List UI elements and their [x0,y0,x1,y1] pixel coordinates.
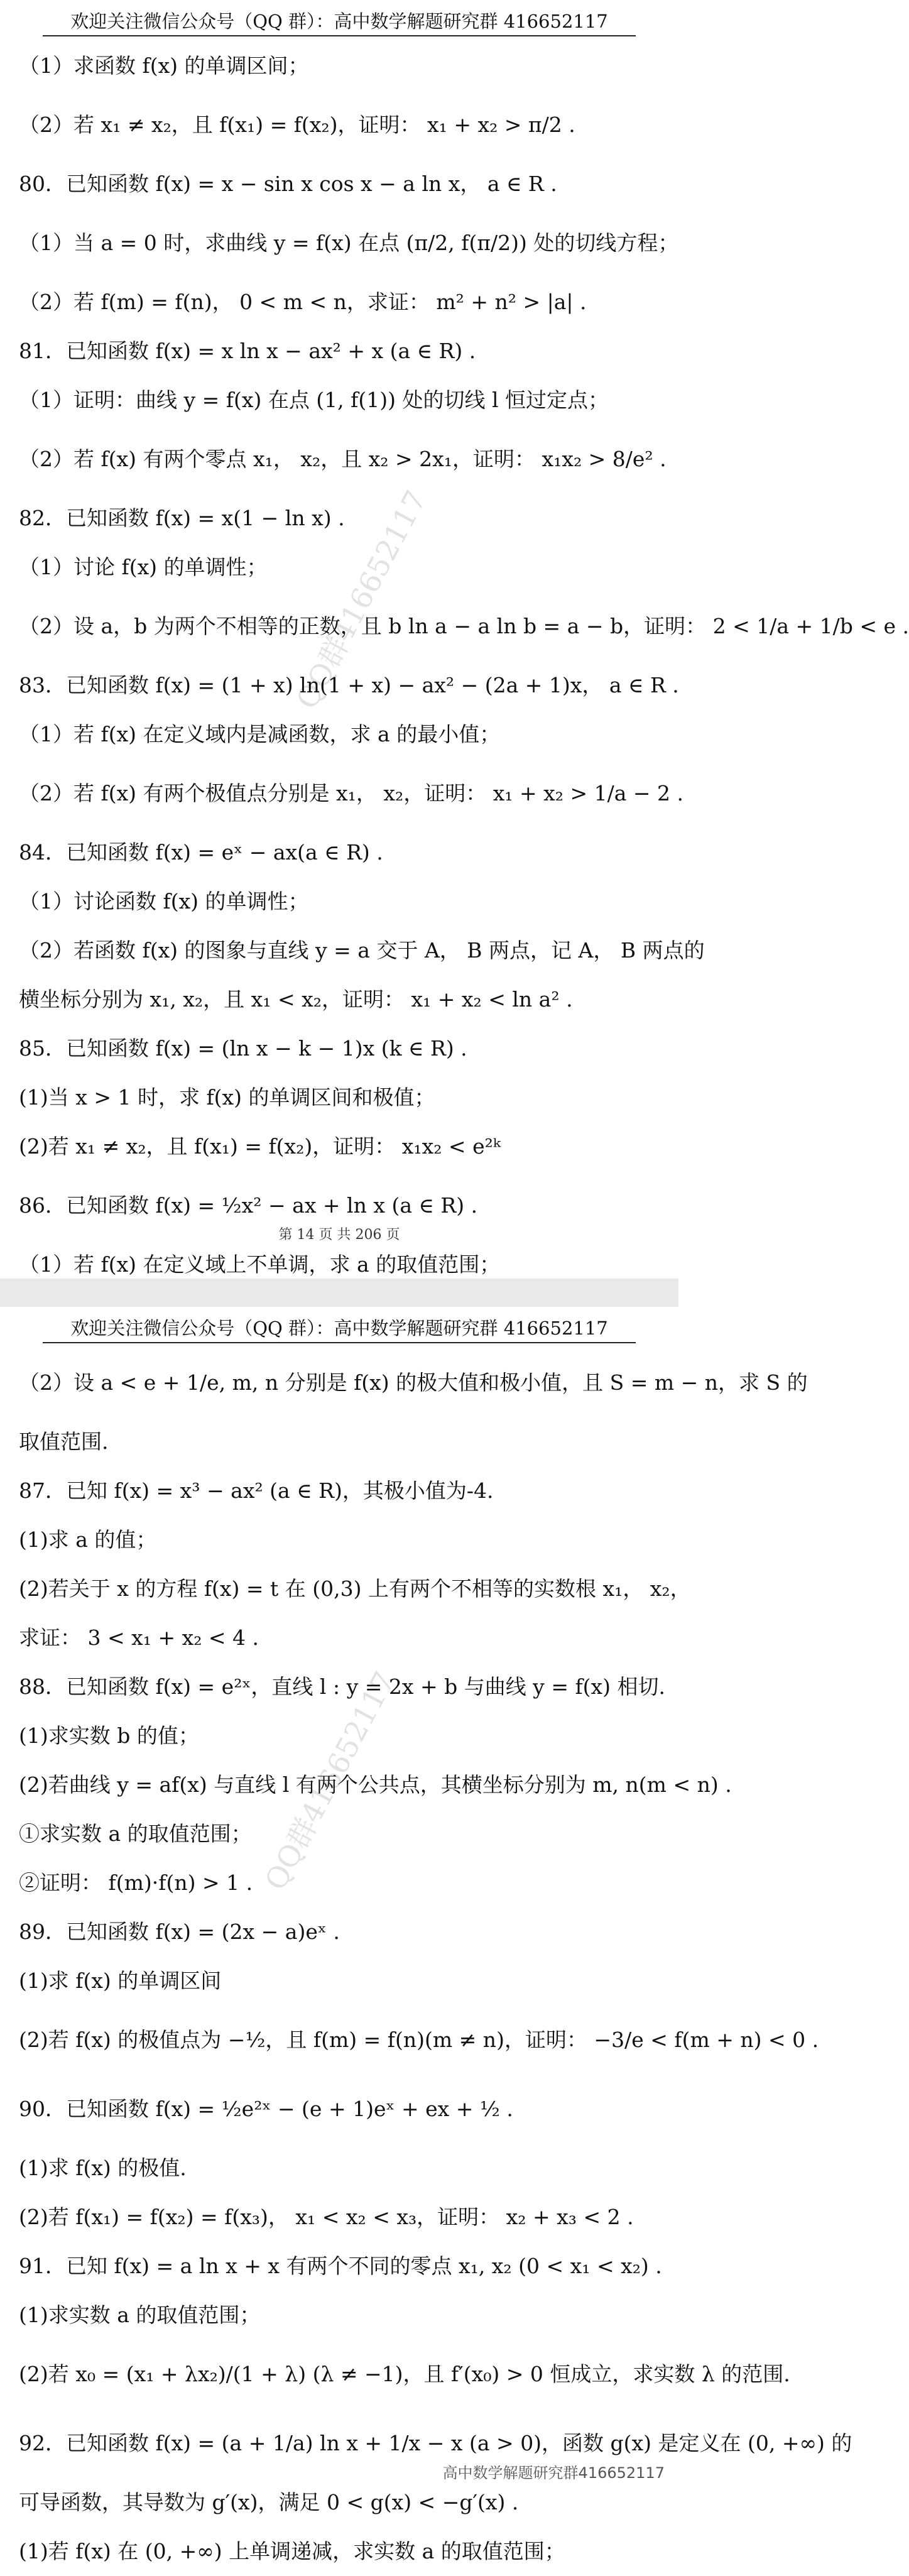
text-line: (1)求实数 a 的取值范围； [19,2303,261,2327]
problem-text [19,1348,852,2576]
text-line: (1)当 x > 1 时，求 f(x) 的单调区间和极值； [19,1085,435,1110]
text-line: (1)若 f(x) 在 (0, +∞) 上单调递减，求实数 a 的取值范围； [19,2539,565,2563]
text-line: ①求实数 a 的取值范围； [19,1821,252,1846]
text-line: 91．已知 f(x) = a ln x + x 有两个不同的零点 x₁, x₂ (0 < x₁ < x₂) . [19,2254,662,2278]
text-line: (1)求 a 的值； [19,1527,157,1552]
page-separator [0,1279,678,1307]
text-line: （2）设 a，b 为两个不相等的正数，且 b ln a − a ln b = a − b，证明： 2 < 1/a + 1/b < e . [19,614,909,638]
text-line: 82．已知函数 f(x) = x(1 − ln x) . [19,506,345,530]
text-line: 86．已知函数 f(x) = ½x² − ax + ln x (a ∈ R) . [19,1193,478,1218]
text-line: （1）求函数 f(x) 的单调区间； [19,53,309,78]
text-line: 87．已知 f(x) = x³ − ax² (a ∈ R)，其极小值为-4. [19,1478,494,1503]
text-line: （2）若 x₁ ≠ x₂，且 f(x₁) = f(x₂)，证明： x₁ + x₂ > π/2 . [19,112,575,137]
text-line: (2)若曲线 y = af(x) 与直线 l 有两个公共点，其横坐标分别为 m, n(m < n) . [19,1772,732,1797]
text-line: 可导函数，其导数为 g′(x)，满足 0 < g(x) < −g′(x) . [19,2490,519,2514]
text-line: (2)若关于 x 的方程 f(x) = t 在 (0,3) 上有两个不相等的实数根 x₁， x₂， [19,1576,691,1601]
text-line: 84．已知函数 f(x) = eˣ − ax(a ∈ R) . [19,840,383,865]
watermark: QQ群416652117 [289,484,433,714]
text-line: (2)若 f(x) 的极值点为 −½，且 f(m) = f(n)(m ≠ n)，证明： −3/e < f(m + n) < 0 . [19,2028,819,2052]
text-line: ②证明： f(m)·f(n) > 1 . [19,1870,253,1895]
document-page-2 [0,1307,852,2563]
text-line: (1)求 f(x) 的极值. [19,2156,187,2180]
text-line: （1）讨论 f(x) 的单调性； [19,555,268,579]
text-line: 83．已知函数 f(x) = (1 + x) ln(1 + x) − ax² − (2a + 1)x， a ∈ R . [19,673,679,697]
text-line: 85．已知函数 f(x) = (ln x − k − 1)x (k ∈ R) . [19,1036,467,1061]
text-line: （1）当 a = 0 时，求曲线 y = f(x) 在点 (π/2, f(π/2)) 处的切线方程； [19,231,679,255]
text-line: (2)若 x₀ = (x₁ + λx₂)/(1 + λ) (λ ≠ −1)，且 f′(x₀) > 0 恒成立，求实数 λ 的范围. [19,2362,790,2386]
text-line: （1）讨论函数 f(x) 的单调性； [19,889,309,914]
corner-label: 高中数学解题研究群416652117 [442,2464,665,2482]
page-header: 欢迎关注微信公众号（QQ 群）：高中数学解题研究群 416652117 [43,1314,636,1343]
document-page-1 [0,0,909,1279]
text-line: 求证： 3 < x₁ + x₂ < 4 . [19,1625,259,1650]
text-line: 80．已知函数 f(x) = x − sin x cos x − a ln x， a ∈ R . [19,172,557,196]
problem-text [19,41,909,1289]
page-header: 欢迎关注微信公众号（QQ 群）：高中数学解题研究群 416652117 [43,8,636,36]
text-line: (2)若 x₁ ≠ x₂，且 f(x₁) = f(x₂)，证明： x₁x₂ < e²ᵏ [19,1134,501,1159]
text-line: 90．已知函数 f(x) = ½e²ˣ − (e + 1)eˣ + ex + ½ . [19,2097,513,2121]
text-line: 取值范围. [19,1429,109,1454]
text-line: (1)求实数 b 的值； [19,1723,199,1748]
text-line: （1）若 f(x) 在定义域内是减函数，求 a 的最小值； [19,722,501,746]
text-line: （2）若 f(x) 有两个极值点分别是 x₁， x₂，证明： x₁ + x₂ > 1/a − 2 . [19,781,684,805]
text-line: （2）设 a < e + 1/e, m, n 分别是 f(x) 的极大值和极小值，且 S = m − n，求 S 的 [19,1370,808,1395]
text-line: 横坐标分别为 x₁, x₂，且 x₁ < x₂，证明： x₁ + x₂ < ln a² . [19,987,573,1012]
text-line: 81．已知函数 f(x) = x ln x − ax² + x (a ∈ R) . [19,339,476,363]
text-line: (2)若 f(x₁) = f(x₂) = f(x₃)， x₁ < x₂ < x₃，证明： x₂ + x₃ < 2 . [19,2205,634,2229]
text-line: （1）证明：曲线 y = f(x) 在点 (1, f(1)) 处的切线 l 恒过定点； [19,388,609,412]
page-footer: 第 14 页 共 206 页 [278,1227,400,1243]
text-line: (1)求 f(x) 的单调区间 [19,1968,222,1993]
watermark: QQ群416652117 [258,1666,402,1896]
text-line: 88．已知函数 f(x) = e²ˣ，直线 l : y = 2x + b 与曲线 y = f(x) 相切. [19,1674,666,1699]
text-line: （2）若 f(x) 有两个零点 x₁， x₂，且 x₂ > 2x₁，证明： x₁x₂ > 8/e² . [19,447,667,471]
text-line: 92．已知函数 f(x) = (a + 1/a) ln x + 1/x − x (a > 0)，函数 g(x) 是定义在 (0, +∞) 的 [19,2431,852,2455]
text-line: （2）若 f(m) = f(n)， 0 < m < n，求证： m² + n² > |a| . [19,290,587,314]
text-line: （1）若 f(x) 在定义域上不单调，求 a 的取值范围； [19,1252,501,1277]
text-line: （2）若函数 f(x) 的图象与直线 y = a 交于 A， B 两点，记 A， B 两点的 [19,938,705,963]
text-line: 89．已知函数 f(x) = (2x − a)eˣ . [19,1919,340,1944]
